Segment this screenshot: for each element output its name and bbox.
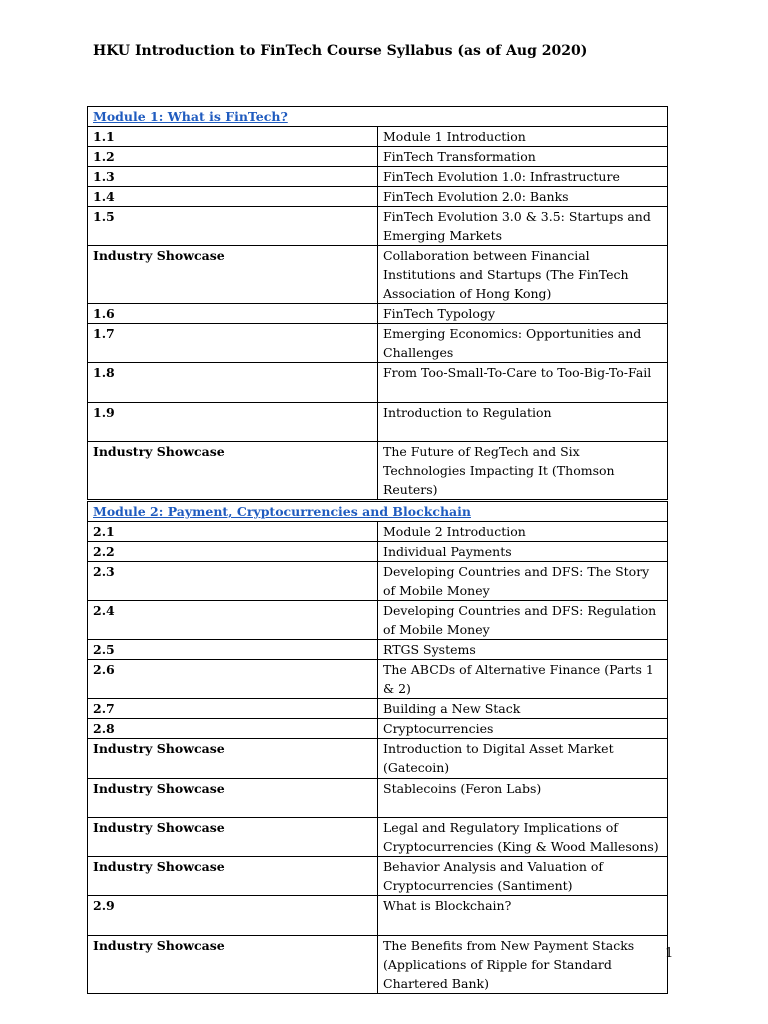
lesson-title: Emerging Economics: Opportunities and Challenges — [378, 324, 668, 363]
lesson-number: 2.2 — [88, 542, 378, 562]
lesson-number: 1.4 — [88, 187, 378, 207]
table-row — [88, 522, 668, 542]
table-row — [88, 542, 668, 562]
table-row — [88, 699, 668, 719]
lesson-number: 2.9 — [88, 896, 378, 936]
lesson-number: 1.7 — [88, 324, 378, 363]
lesson-title: The ABCDs of Alternative Finance (Parts 1 & 2) — [378, 660, 668, 699]
lesson-title: Module 1 Introduction — [378, 127, 668, 147]
table-row — [88, 936, 668, 994]
lesson-title: Stablecoins (Feron Labs) — [378, 779, 668, 818]
lesson-number: Industry Showcase — [88, 246, 378, 304]
lesson-number: 1.5 — [88, 207, 378, 246]
lesson-title: The Benefits from New Payment Stacks (Applications of Ripple for Standard Chartered Bank) — [378, 936, 668, 994]
table-row — [88, 601, 668, 640]
module-2-header[interactable]: Module 2: Payment, Cryptocurrencies and Blockchain — [88, 502, 668, 522]
table-row — [88, 147, 668, 167]
page-number: 1 — [665, 946, 674, 961]
table-row — [88, 739, 668, 779]
table-row — [88, 127, 668, 147]
lesson-number: 2.7 — [88, 699, 378, 719]
lesson-title: Collaboration between Financial Institutions and Startups (The FinTech Association of Hong Kong) — [378, 246, 668, 304]
lesson-number: 1.2 — [88, 147, 378, 167]
lesson-number: Industry Showcase — [88, 936, 378, 994]
module-2-table — [87, 501, 668, 994]
lesson-title: Individual Payments — [378, 542, 668, 562]
table-row — [88, 442, 668, 500]
lesson-title: FinTech Evolution 3.0 & 3.5: Startups and Emerging Markets — [378, 207, 668, 246]
lesson-number: 2.8 — [88, 719, 378, 739]
module-1-table — [87, 106, 668, 500]
lesson-number: 1.1 — [88, 127, 378, 147]
lesson-number: Industry Showcase — [88, 857, 378, 896]
lesson-title: FinTech Evolution 2.0: Banks — [378, 187, 668, 207]
lesson-title: FinTech Typology — [378, 304, 668, 324]
table-row — [88, 896, 668, 936]
lesson-title: Introduction to Digital Asset Market (Gatecoin) — [378, 739, 668, 779]
lesson-title: From Too-Small-To-Care to Too-Big-To-Fail — [378, 363, 668, 403]
lesson-number: 1.3 — [88, 167, 378, 187]
lesson-title: What is Blockchain? — [378, 896, 668, 936]
table-row — [88, 403, 668, 442]
document-title: HKU Introduction to FinTech Course Syllabus (as of Aug 2020) — [93, 43, 588, 59]
lesson-number: 1.9 — [88, 403, 378, 442]
table-row — [88, 187, 668, 207]
lesson-title: Building a New Stack — [378, 699, 668, 719]
module-1-header[interactable]: Module 1: What is FinTech? — [88, 107, 668, 127]
table-row — [88, 207, 668, 246]
table-row — [88, 779, 668, 818]
table-row — [88, 324, 668, 363]
lesson-number: 2.4 — [88, 601, 378, 640]
lesson-title: Module 2 Introduction — [378, 522, 668, 542]
module-header-row — [88, 107, 668, 127]
lesson-number: 1.8 — [88, 363, 378, 403]
lesson-title: RTGS Systems — [378, 640, 668, 660]
table-row — [88, 640, 668, 660]
lesson-title: Behavior Analysis and Valuation of Cryptocurrencies (Santiment) — [378, 857, 668, 896]
lesson-number: 2.6 — [88, 660, 378, 699]
lesson-number: 1.6 — [88, 304, 378, 324]
lesson-number: 2.5 — [88, 640, 378, 660]
lesson-title: FinTech Evolution 1.0: Infrastructure — [378, 167, 668, 187]
table-row — [88, 857, 668, 896]
lesson-title: Cryptocurrencies — [378, 719, 668, 739]
lesson-number: 2.3 — [88, 562, 378, 601]
table-row — [88, 660, 668, 699]
table-row — [88, 363, 668, 403]
table-row — [88, 167, 668, 187]
lesson-title: Developing Countries and DFS: The Story of Mobile Money — [378, 562, 668, 601]
module-header-row — [88, 502, 668, 522]
lesson-number: Industry Showcase — [88, 779, 378, 818]
table-row — [88, 246, 668, 304]
lesson-title: The Future of RegTech and Six Technologies Impacting It (Thomson Reuters) — [378, 442, 668, 500]
table-row — [88, 719, 668, 739]
lesson-number: Industry Showcase — [88, 442, 378, 500]
lesson-title: Developing Countries and DFS: Regulation of Mobile Money — [378, 601, 668, 640]
lesson-number: Industry Showcase — [88, 739, 378, 779]
lesson-title: Legal and Regulatory Implications of Cryptocurrencies (King & Wood Mallesons) — [378, 818, 668, 857]
table-row — [88, 304, 668, 324]
lesson-number: Industry Showcase — [88, 818, 378, 857]
lesson-title: FinTech Transformation — [378, 147, 668, 167]
table-row — [88, 562, 668, 601]
table-row — [88, 818, 668, 857]
lesson-title: Introduction to Regulation — [378, 403, 668, 442]
lesson-number: 2.1 — [88, 522, 378, 542]
